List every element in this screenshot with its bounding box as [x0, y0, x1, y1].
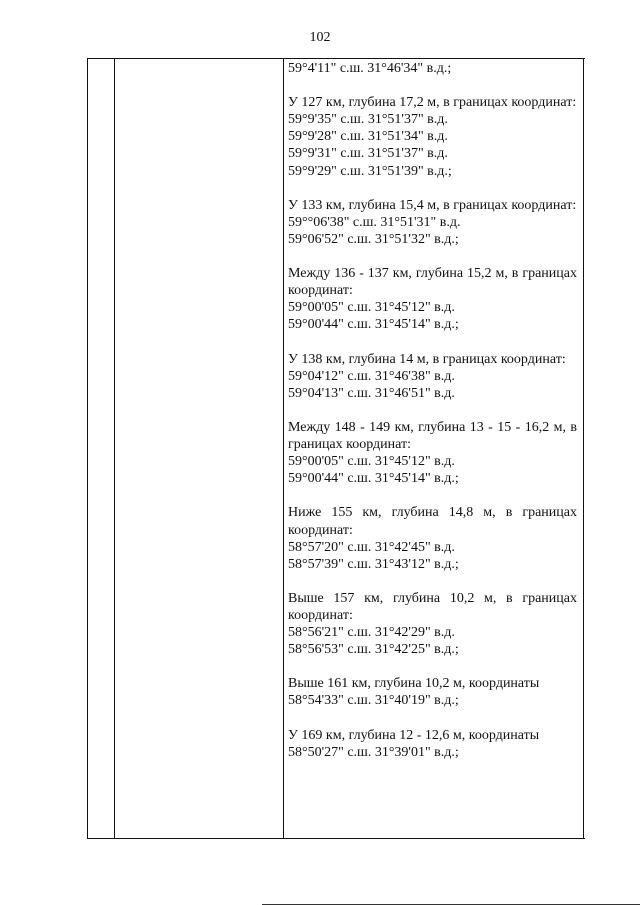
depth-entry — [288, 504, 577, 572]
coordinate-line: 59°00'05" с.ш. 31°45'12" в.д. — [288, 300, 455, 316]
coordinate-line: 58°50'27" с.ш. 31°39'01" в.д.; — [288, 744, 459, 760]
table-border-left — [87, 59, 88, 838]
depth-entry — [288, 94, 577, 179]
entry-spacer — [288, 710, 577, 727]
depth-entry — [288, 351, 577, 402]
entry-description: Выше 157 км, глубина 10,2 м, в границах координат: — [288, 590, 577, 623]
entry-spacer — [288, 180, 577, 197]
coordinate-line: 59°9'29" с.ш. 31°51'39" в.д.; — [288, 163, 452, 179]
entry-description: У 133 км, глубина 15,4 м, в границах координат: — [288, 197, 577, 213]
column-divider-1 — [114, 59, 115, 838]
lead-coordinate-line: 59°4'11" с.ш. 31°46'34" в.д.; — [288, 61, 452, 76]
coordinate-line: 58°57'39" с.ш. 31°43'12" в.д.; — [288, 556, 459, 572]
document-table — [87, 58, 585, 839]
entry-description: Между 136 - 137 км, глубина 15,2 м, в границах координат: — [288, 266, 577, 299]
depth-entry — [288, 265, 577, 333]
depth-entry — [288, 590, 577, 658]
coordinate-line: 58°57'20" с.ш. 31°42'45" в.д. — [288, 539, 455, 555]
coordinate-line: 59°9'35" с.ш. 31°51'37" в.д. — [288, 112, 448, 128]
coordinate-line: 59°00'44" с.ш. 31°45'14" в.д.; — [288, 317, 459, 333]
entry-description: У 127 км, глубина 17,2 м, в границах координат: — [288, 95, 577, 111]
depth-entry — [288, 197, 577, 248]
entry-description: У 169 км, глубина 12 - 12,6 м, координаты — [288, 727, 540, 743]
page-number: 102 — [309, 30, 331, 45]
entry-spacer — [288, 573, 577, 590]
depth-entry — [288, 675, 577, 709]
coordinate-line: 59°00'44" с.ш. 31°45'14" в.д.; — [288, 471, 459, 487]
entry-spacer — [288, 402, 577, 419]
entry-spacer — [288, 334, 577, 351]
coordinate-line: 59°9'28" с.ш. 31°51'34" в.д. — [288, 129, 448, 145]
column-divider-2 — [283, 59, 284, 838]
entry-spacer — [288, 77, 577, 94]
entry-description: Ниже 155 км, глубина 14,8 м, в границах координат: — [288, 505, 577, 538]
table-border-right — [583, 59, 584, 838]
coordinate-line: 59°04'13" с.ш. 31°46'51" в.д. — [288, 385, 455, 401]
entry-description: У 138 км, глубина 14 м, в границах координат: — [288, 351, 566, 367]
coordinate-line: 59°00'05" с.ш. 31°45'12" в.д. — [288, 454, 455, 470]
coordinate-line: 58°54'33" с.ш. 31°40'19" в.д.; — [288, 693, 459, 709]
coordinate-line: 59°06'52" с.ш. 31°51'32" в.д.; — [288, 231, 459, 247]
entry-spacer — [288, 248, 577, 265]
coordinate-line: 59°04'12" с.ш. 31°46'38" в.д. — [288, 368, 455, 384]
entries-list — [288, 77, 577, 761]
entry-description: Выше 161 км, глубина 10,2 м, координаты — [288, 676, 540, 692]
entry-description: Между 148 - 149 км, глубина 13 - 15 - 16,2 м, в границах координат: — [288, 419, 577, 453]
depth-entry — [288, 727, 577, 761]
entry-spacer — [288, 658, 577, 675]
depth-locations-cell — [288, 60, 577, 761]
coordinate-line: 58°56'53" с.ш. 31°42'25" в.д.; — [288, 642, 459, 658]
coordinate-line: 58°56'21" с.ш. 31°42'29" в.д. — [288, 625, 455, 641]
coordinate-line: 59°°06'38" с.ш. 31°51'31" в.д. — [288, 214, 461, 230]
coordinate-line: 59°9'31" с.ш. 31°51'37" в.д. — [288, 146, 448, 162]
depth-entry — [288, 419, 577, 487]
entry-spacer — [288, 487, 577, 504]
